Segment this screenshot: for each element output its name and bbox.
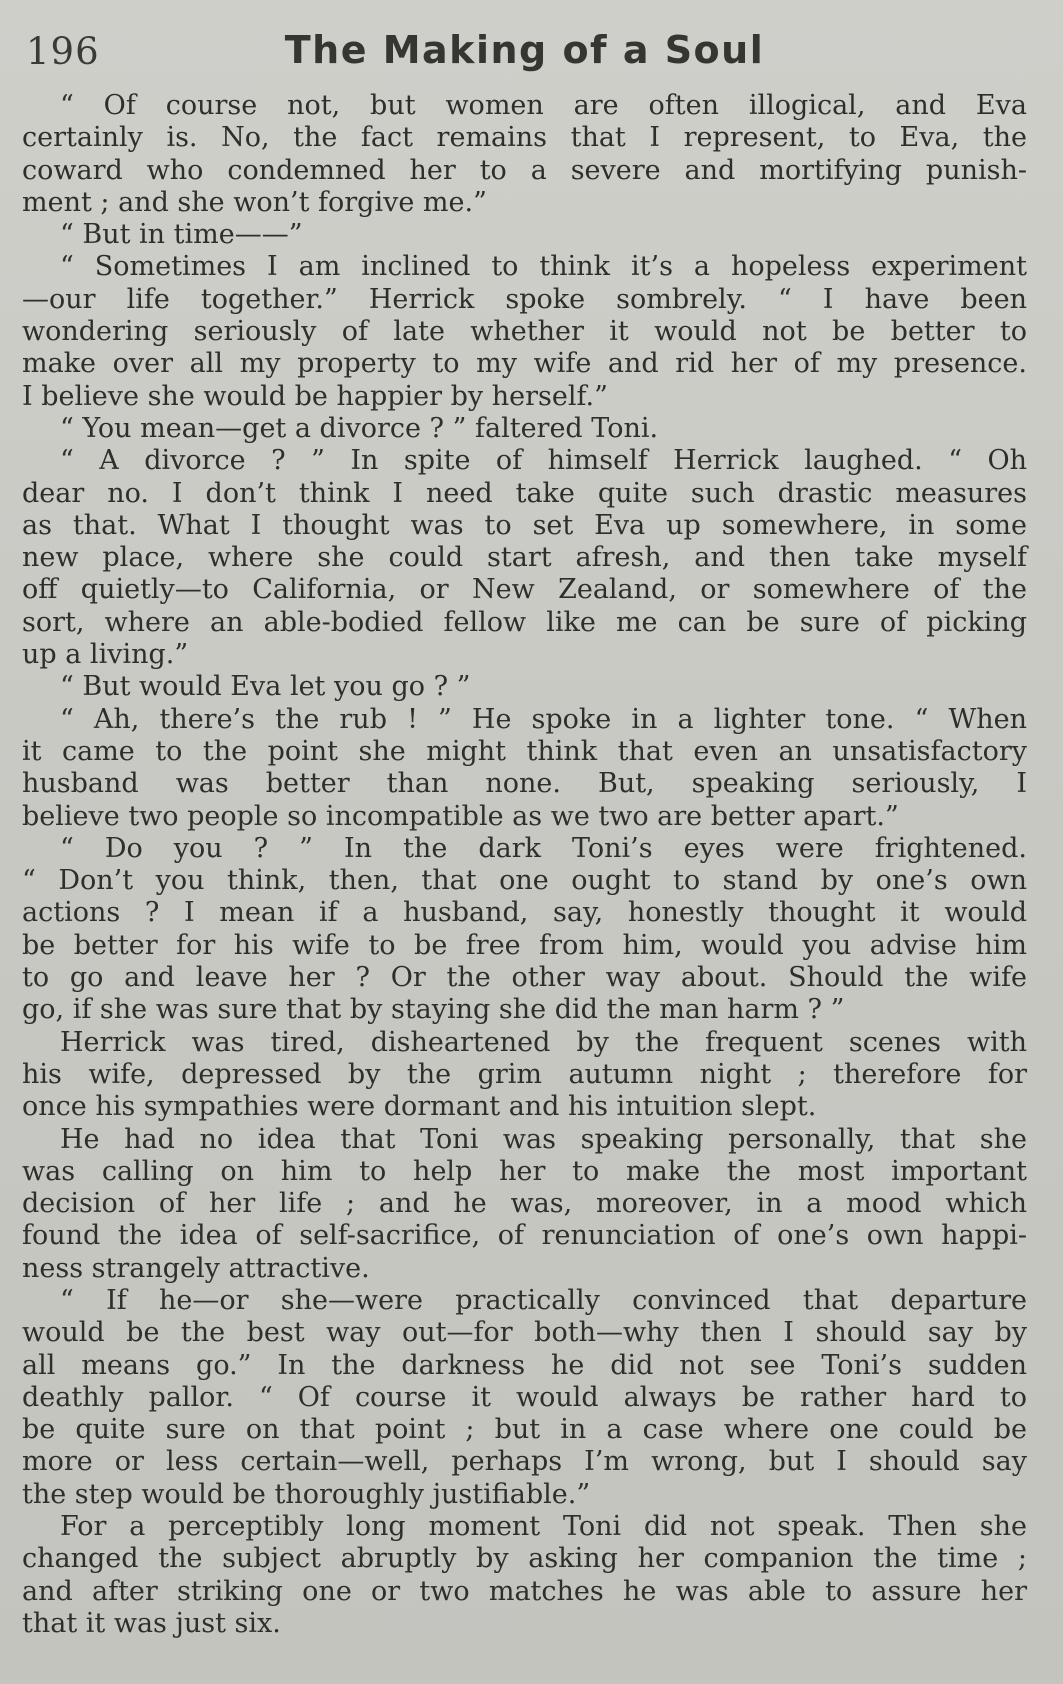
- text-line: it came to the point she might think that even an unsatisfactory: [22, 735, 1027, 767]
- text-line: would be the best way out—for both—why then I should say by: [22, 1317, 1027, 1349]
- text-line: husband was better than none. But, speaking seriously, I: [22, 768, 1027, 800]
- text-line: wondering seriously of late whether it would not be better to: [22, 316, 1027, 348]
- text-line: more or less certain—well, perhaps I’m wrong, but I should say: [22, 1446, 1027, 1478]
- text-line: up a living.”: [22, 639, 189, 671]
- text-line: ness strangely attractive.: [22, 1252, 370, 1284]
- text-line: “ Sometimes I am inclined to think it’s a hopeless experiment: [60, 251, 1027, 283]
- text-line: “ Don’t you think, then, that one ought to stand by one’s own: [22, 865, 1027, 897]
- text-line: He had no idea that Toni was speaking personally, that she: [60, 1123, 1027, 1155]
- text-line: “ Do you ? ” In the dark Toni’s eyes were frightened.: [60, 832, 1027, 864]
- text-line: changed the subject abruptly by asking her companion the time ;: [22, 1543, 1027, 1575]
- running-title: The Making of a Soul: [284, 28, 765, 72]
- text-line: make over all my property to my wife and rid her of my presence.: [22, 348, 1027, 380]
- text-line: Herrick was tired, disheartened by the frequent scenes with: [60, 1026, 1027, 1058]
- text-line: “ Of course not, but women are often illogical, and Eva: [60, 90, 1027, 121]
- text-line: once his sympathies were dormant and his intuition slept.: [22, 1091, 817, 1123]
- text-line: ment ; and she won’t forgive me.”: [22, 186, 487, 218]
- text-line: “ But would Eva let you go ? ”: [60, 671, 471, 703]
- text-line: decision of her life ; and he was, moreover, in a mood which: [22, 1188, 1027, 1220]
- text-line: “ A divorce ? ” In spite of himself Herrick laughed. “ Oh: [60, 445, 1027, 477]
- text-line: deathly pallor. “ Of course it would always be rather hard to: [22, 1381, 1027, 1413]
- text-line: be quite sure on that point ; but in a case where one could be: [22, 1414, 1027, 1446]
- text-line: believe two people so incompatible as we two are better apart.”: [22, 800, 899, 832]
- text-line: the step would be thoroughly justifiable.”: [22, 1478, 591, 1510]
- text-line: For a perceptibly long moment Toni did not speak. Then she: [60, 1511, 1027, 1543]
- text-line: coward who condemned her to a severe and mortifying punish-: [22, 154, 1027, 186]
- text-line: certainly is. No, the fact remains that I represent, to Eva, the: [22, 122, 1027, 154]
- text-line: —our life together.” Herrick spoke sombrely. “ I have been: [22, 283, 1027, 315]
- text-line: I believe she would be happier by herself.”: [22, 380, 608, 412]
- text-line: sort, where an able-bodied fellow like me can be sure of picking: [22, 606, 1027, 638]
- text-line: off quietly—to California, or New Zealand, or somewhere of the: [22, 574, 1027, 606]
- text-line: his wife, depressed by the grim autumn night ; therefore for: [22, 1058, 1027, 1090]
- text-line: that it was just six.: [22, 1607, 281, 1639]
- text-line: as that. What I thought was to set Eva up somewhere, in some: [22, 509, 1027, 541]
- text-line: go, if she was sure that by staying she did the man harm ? ”: [22, 994, 845, 1026]
- text-line: actions ? I mean if a husband, say, honestly thought it would: [22, 897, 1027, 929]
- text-line: all means go.” In the darkness he did not see Toni’s sudden: [22, 1349, 1027, 1381]
- text-line: “ If he—or she—were practically convinced that departure: [60, 1284, 1027, 1316]
- text-line: “ But in time——”: [60, 219, 303, 251]
- text-line: “ Ah, there’s the rub ! ” He spoke in a lighter tone. “ When: [60, 703, 1027, 735]
- text-line: new place, where she could start afresh, and then take myself: [22, 542, 1027, 574]
- text-line: and after striking one or two matches he was able to assure her: [22, 1575, 1027, 1607]
- text-line: dear no. I don’t think I need take quite such drastic measures: [22, 477, 1027, 509]
- page-number: 196: [26, 30, 100, 73]
- text-line: “ You mean—get a divorce ? ” faltered Toni.: [60, 412, 659, 444]
- page-header: [22, 22, 1027, 82]
- body-text: [22, 90, 1027, 1640]
- text-line: found the idea of self-sacrifice, of renunciation of one’s own happi-: [22, 1220, 1027, 1252]
- text-line: to go and leave her ? Or the other way about. Should the wife: [22, 962, 1027, 994]
- text-line: be better for his wife to be free from him, would you advise him: [22, 929, 1027, 961]
- text-line: was calling on him to help her to make the most important: [22, 1155, 1027, 1187]
